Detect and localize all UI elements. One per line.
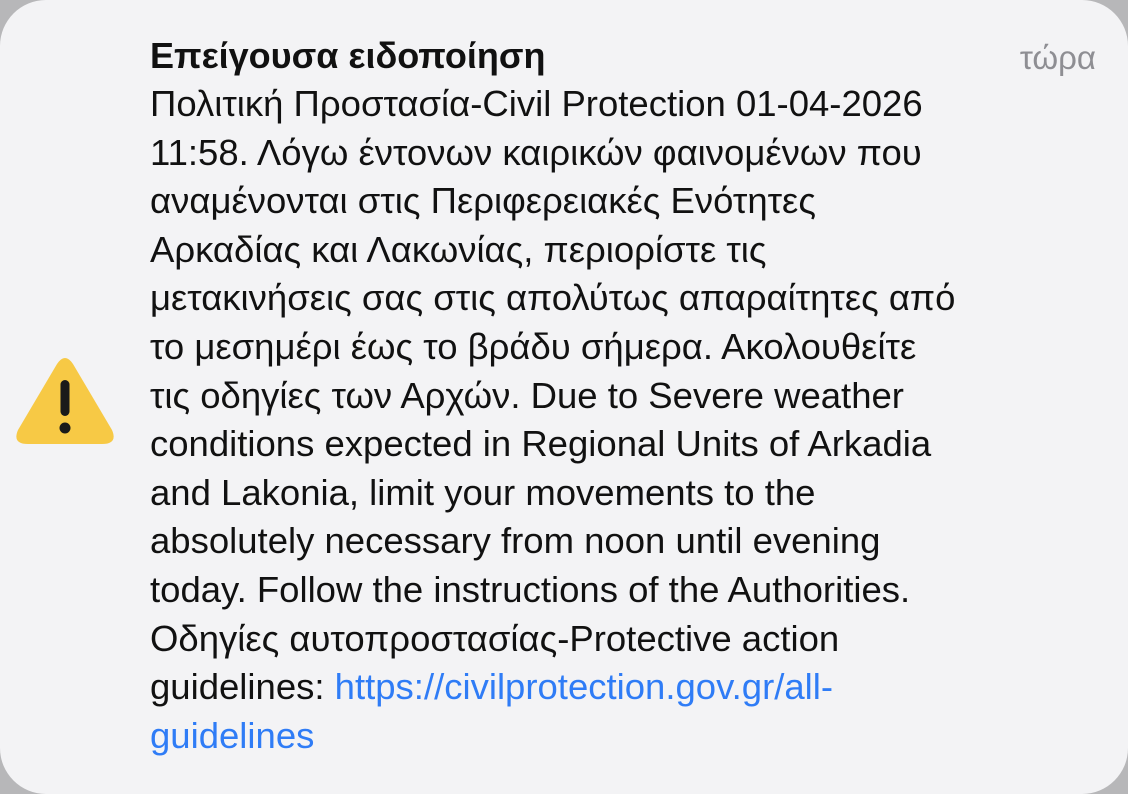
notification-timestamp: τώρα xyxy=(1019,39,1096,76)
body-line: τις οδηγίες των Αρχών. Due to Severe weather xyxy=(150,374,904,416)
guidelines-link-continuation[interactable]: guidelines xyxy=(150,714,315,756)
warning-triangle-icon xyxy=(14,354,116,448)
body-line: αναμένονται στις Περιφερειακές Ενότητες xyxy=(150,180,816,222)
body-line: το μεσημέρι έως το βράδυ σήμερα. Ακολουθείτε xyxy=(150,325,917,367)
body-line: 11:58. Λόγω έντονων καιρικών φαινομένων που xyxy=(150,131,922,173)
body-line: and Lakonia, limit your movements to the xyxy=(150,471,816,513)
body-line: Πολιτική Προστασία-Civil Protection 01-04-2026 xyxy=(150,83,923,124)
body-line-with-link xyxy=(150,663,1100,712)
body-line: Αρκαδίας και Λακωνίας, περιορίστε τις xyxy=(150,228,767,270)
link-prefix: guidelines: xyxy=(150,666,335,708)
notification-title: Επείγουσα ειδοποίηση xyxy=(150,35,546,76)
body-line: conditions expected in Regional Units of Arkadia xyxy=(150,423,932,465)
body-line: today. Follow the instructions of the Authorities. xyxy=(150,568,911,610)
body-line-link-continuation xyxy=(150,712,1100,761)
guidelines-link[interactable]: https://civilprotection.gov.gr/all- xyxy=(334,666,834,708)
notification-body xyxy=(150,80,1100,760)
body-line: Οδηγίες αυτοπροστασίας-Protective action xyxy=(150,617,840,659)
body-line: absolutely necessary from noon until evening xyxy=(150,520,881,562)
body-line: μετακινήσεις σας στις απολύτως απαραίτητες από xyxy=(150,277,956,319)
